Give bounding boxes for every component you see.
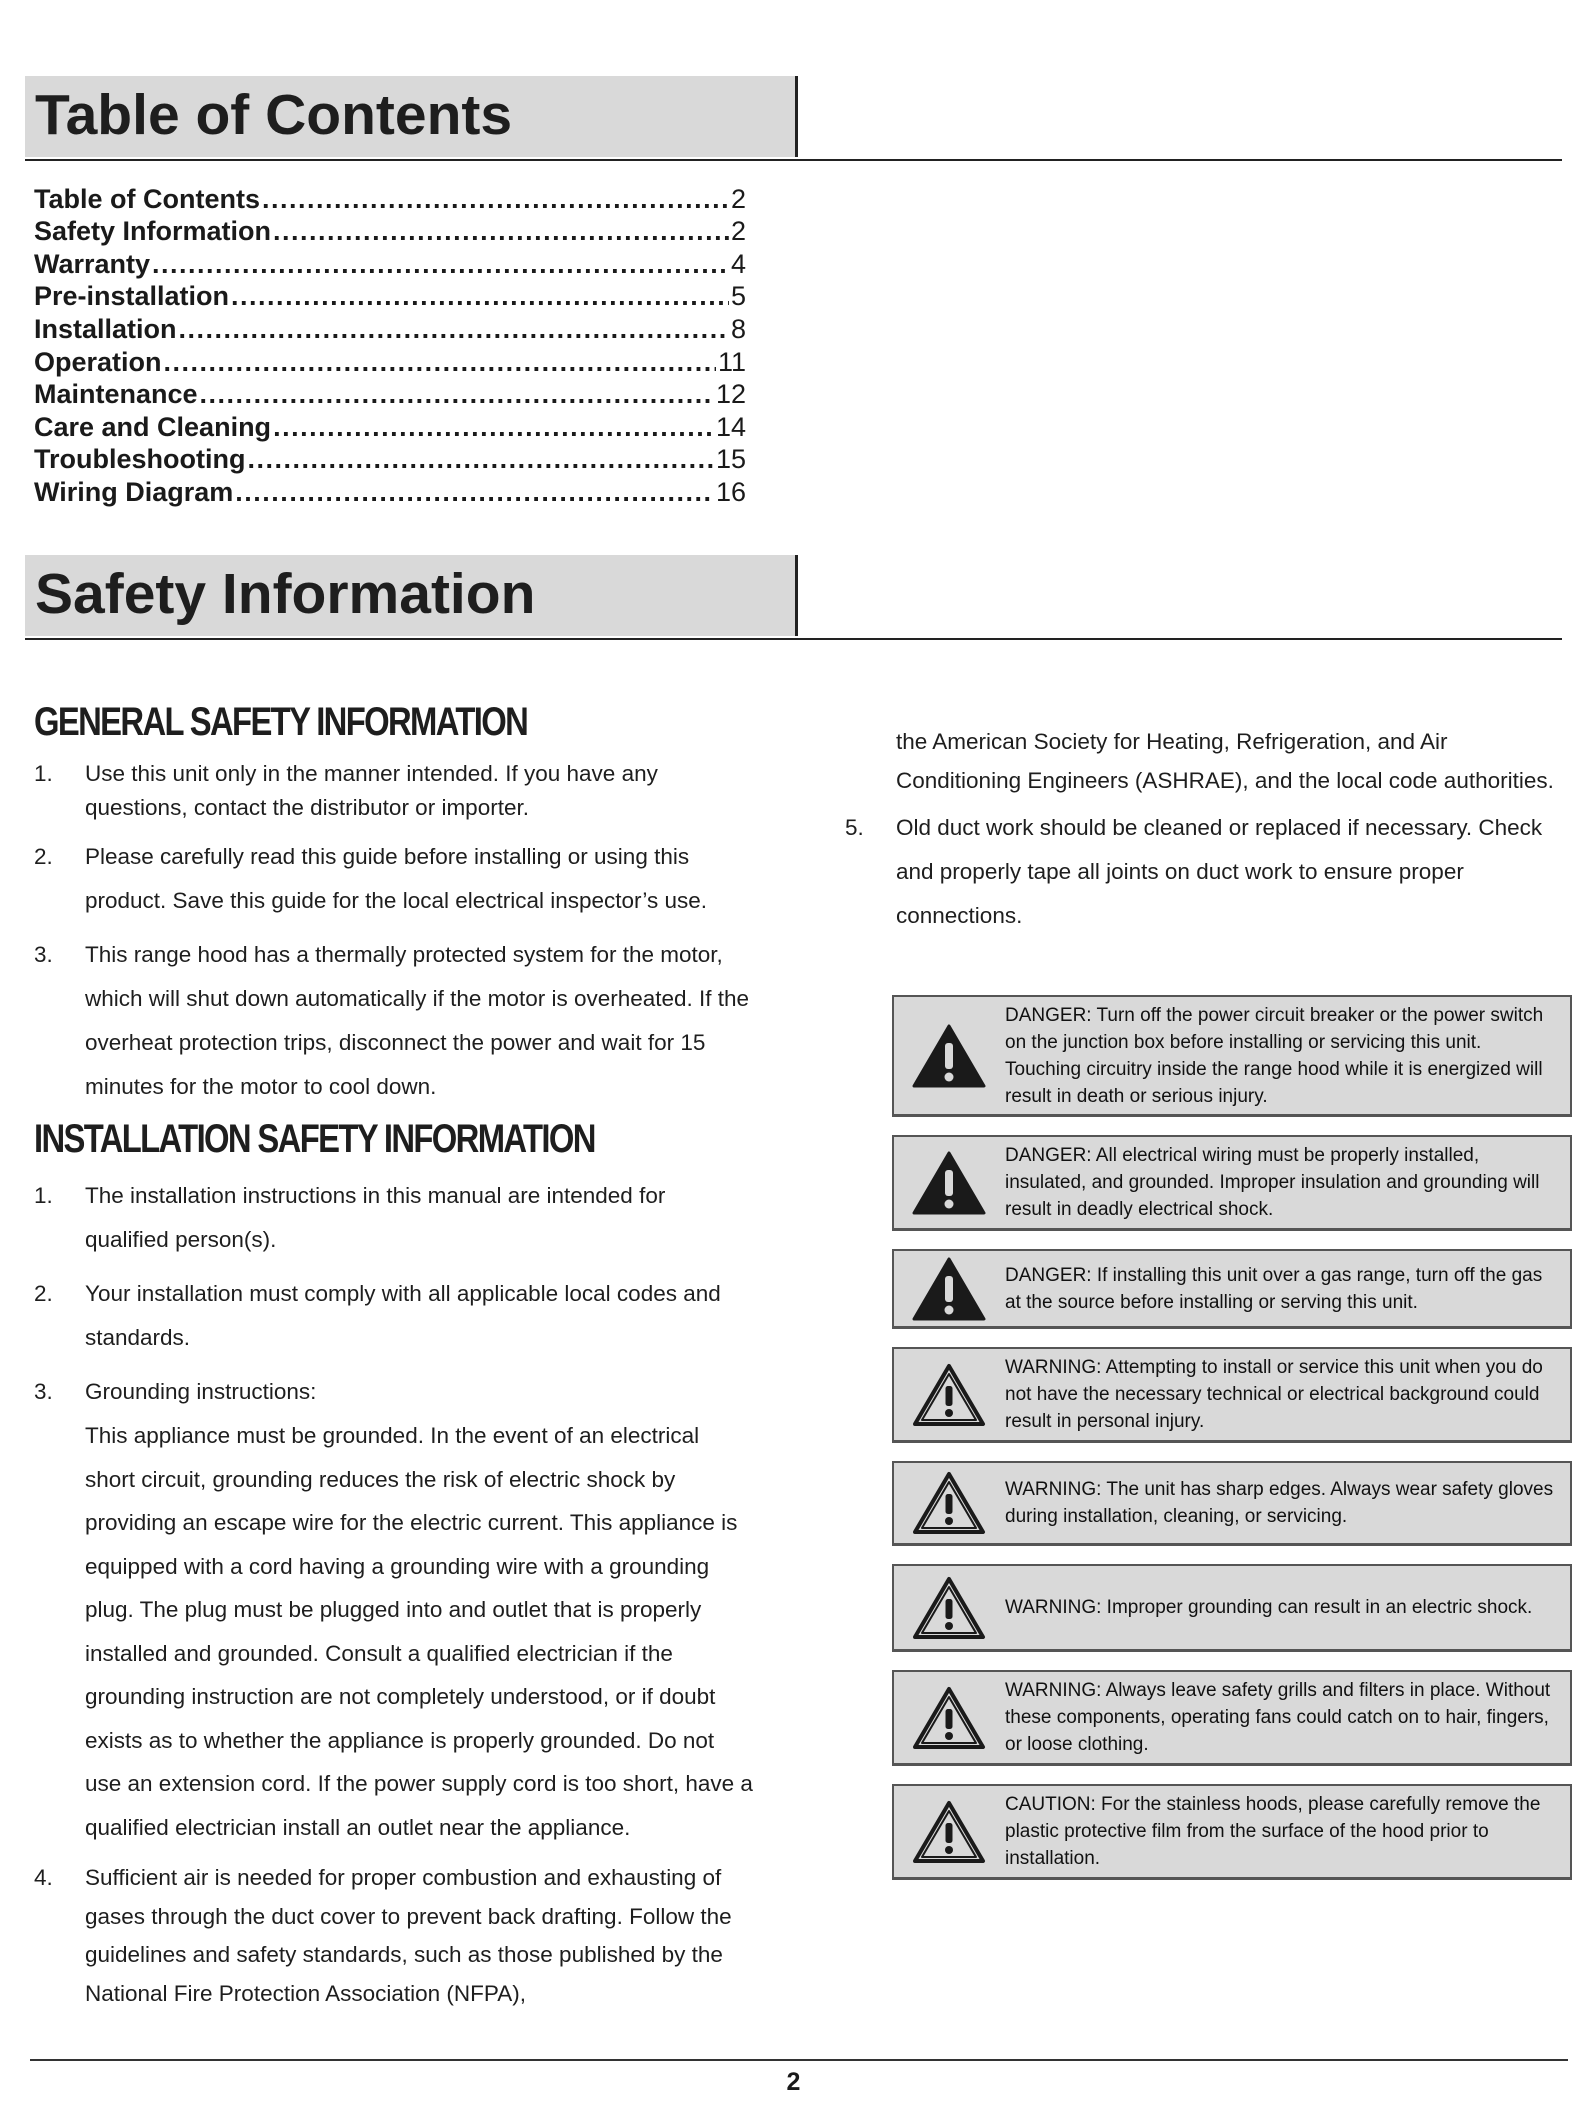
toc-entry-page: 11	[717, 346, 746, 377]
danger-alert	[892, 1135, 1572, 1231]
toc-entry[interactable]	[34, 247, 746, 280]
alert-text: WARNING: Always leave safety grills and filters in place. Without these components, operating fans could catch on to hair, fingers, or loose clothing.	[1005, 1680, 1551, 1755]
warning-alert	[892, 1461, 1572, 1546]
alert-text: DANGER: All electrical wiring must be properly installed, insulated, and grounded. Improper insulation and grounding will result in deadly electrical shock.	[1005, 1145, 1540, 1220]
toc-entry[interactable]	[34, 312, 746, 345]
toc-entry-title: Care and Cleaning	[34, 411, 272, 442]
item-number: 5.	[845, 815, 864, 840]
toc-leader-dots	[152, 248, 729, 280]
warning-alert	[892, 1564, 1572, 1652]
installation-safety-heading: INSTALLATION SAFETY INFORMATION	[34, 1117, 595, 1161]
list-item	[34, 933, 754, 1109]
item-text: The installation instructions in this manual are intended for qualified person(s).	[85, 1183, 666, 1252]
alert-text: WARNING: Improper grounding can result in an electric shock.	[1005, 1597, 1533, 1618]
item-text: Your installation must comply with all applicable local codes and standards.	[85, 1281, 721, 1350]
toc-banner-box	[25, 76, 798, 157]
item-text: Use this unit only in the manner intended. If you have any questions, contact the distributor or importer.	[85, 761, 658, 820]
toc-leader-dots	[273, 411, 714, 443]
toc-leader-dots	[235, 476, 714, 508]
toc-entry[interactable]	[34, 345, 746, 378]
toc-entry-title: Troubleshooting	[34, 444, 246, 475]
toc-entry-page: 5	[730, 281, 746, 312]
toc-entry-title: Safety Information	[34, 216, 272, 247]
toc-leader-dots	[273, 215, 729, 247]
safety-banner-box	[25, 555, 798, 636]
toc-entry-page: 4	[730, 248, 746, 279]
danger-alert	[892, 995, 1572, 1117]
table-of-contents	[34, 182, 746, 508]
toc-entry[interactable]	[34, 215, 746, 248]
item-number: 3.	[34, 1379, 53, 1404]
item-number: 2.	[34, 844, 53, 869]
toc-entry[interactable]	[34, 280, 746, 313]
toc-entry[interactable]	[34, 182, 746, 215]
right-column	[845, 722, 1565, 948]
warning-alert	[892, 1670, 1572, 1766]
alert-text: WARNING: The unit has sharp edges. Always wear safety gloves during installation, cleaning, or servicing.	[1005, 1479, 1554, 1527]
toc-leader-dots	[231, 280, 729, 312]
toc-leader-dots	[164, 346, 716, 378]
list-item	[34, 757, 754, 825]
toc-entry[interactable]	[34, 410, 746, 443]
alert-text: DANGER: Turn off the power circuit breaker or the power switch on the junction box before installing or servicing this unit. Touching circuitry inside the range hood while it is energized will result in death or serious injury.	[1005, 1004, 1544, 1107]
toc-entry-page: 8	[730, 313, 746, 344]
toc-entry-page: 2	[730, 183, 746, 214]
item-number: 1.	[34, 761, 53, 786]
item-text: Please carefully read this guide before installing or using this product. Save this guide for the local electrical inspector’s use.	[85, 844, 708, 913]
outline-warning-triangle-icon	[910, 1796, 988, 1868]
toc-heading: Table of Contents	[35, 83, 513, 147]
filled-warning-triangle-icon	[910, 1147, 988, 1219]
list-item	[34, 835, 754, 923]
toc-entry[interactable]	[34, 475, 746, 508]
warning-alert	[892, 1347, 1572, 1443]
footer-divider	[30, 2059, 1568, 2061]
alert-text: WARNING: Attempting to install or service this unit when you do not have the necessary technical or electrical background could result in personal injury.	[1005, 1357, 1543, 1432]
filled-warning-triangle-icon	[910, 1253, 988, 1325]
item-continued-text: the American Society for Heating, Refrigeration, and Air Conditioning Engineers (ASHRAE), and the local code authorities.	[896, 729, 1554, 793]
item-text: Old duct work should be cleaned or replaced if necessary. Check and properly tape all joints on duct work to ensure proper connections.	[896, 815, 1543, 928]
alert-text: CAUTION: For the stainless hoods, please carefully remove the plastic protective film from the surface of the hood prior to installation.	[1005, 1794, 1541, 1869]
list-item	[34, 1370, 754, 1849]
caution-alert	[892, 1784, 1572, 1880]
item-number: 3.	[34, 942, 53, 967]
item-number: 1.	[34, 1183, 53, 1208]
page-number: 2	[786, 2068, 801, 2096]
toc-entry-title: Table of Contents	[34, 183, 260, 214]
list-item	[845, 806, 1565, 938]
safety-heading: Safety Information	[35, 562, 536, 626]
list-item	[34, 1859, 754, 2013]
toc-entry-title: Pre-installation	[34, 281, 230, 312]
alert-text: DANGER: If installing this unit over a gas range, turn off the gas at the source before installing or serving this unit.	[1005, 1264, 1543, 1313]
toc-entry-title: Operation	[34, 346, 162, 377]
safety-banner	[25, 555, 1562, 640]
outline-warning-triangle-icon	[910, 1682, 988, 1754]
list-item	[34, 1272, 754, 1360]
item-text: Sufficient air is needed for proper combustion and exhausting of gases through the duct cover to prevent back drafting. Follow the guidelines and safety standards, such as those published by the National Fire Protection Association (NFPA),	[85, 1865, 732, 2006]
toc-entry-page: 16	[715, 476, 746, 507]
toc-entry-title: Installation	[34, 313, 177, 344]
toc-leader-dots	[262, 183, 729, 215]
toc-entry-page: 15	[715, 444, 746, 475]
item-text: Grounding instructions:	[85, 1379, 317, 1404]
toc-entry-page: 14	[715, 411, 746, 442]
toc-entry[interactable]	[34, 378, 746, 411]
toc-entry-title: Wiring Diagram	[34, 476, 234, 507]
item-number: 4.	[34, 1865, 53, 1890]
danger-alert	[892, 1249, 1572, 1329]
toc-entry-page: 12	[715, 379, 746, 410]
toc-entry[interactable]	[34, 443, 746, 476]
list-item	[34, 1174, 754, 1262]
outline-warning-triangle-icon	[910, 1467, 988, 1539]
item-number: 2.	[34, 1281, 53, 1306]
toc-entry-page: 2	[730, 216, 746, 247]
grounding-instructions-text: This appliance must be grounded. In the event of an electrical short circuit, grounding reduces the risk of electric shock by providing an escape wire for the electric current. This appliance is equipped with a cord having a grounding wire with a grounding plug. The plug must be plugged into and outlet that is properly installed and grounded. Consult a qualified electrician if the grounding instruction are not completely understood, or if doubt exists as to whether the appliance is properly grounded. Do not use an extension cord. If the power supply cord is too short, have a qualified electrician install an outlet near the appliance.	[85, 1423, 753, 1840]
toc-leader-dots	[247, 443, 713, 475]
item-text: This range hood has a thermally protected system for the motor, which will shut down automatically if the motor is overheated. If the overheat protection trips, disconnect the power and wait for 15 minutes for the motor to cool down.	[85, 942, 750, 1099]
alert-list	[892, 995, 1572, 1898]
toc-leader-dots	[179, 313, 729, 345]
toc-banner	[25, 76, 1562, 161]
left-column	[34, 700, 754, 2023]
general-safety-heading: GENERAL SAFETY INFORMATION	[34, 700, 528, 744]
outline-warning-triangle-icon	[910, 1572, 988, 1644]
filled-warning-triangle-icon	[910, 1020, 988, 1092]
toc-entry-title: Warranty	[34, 248, 151, 279]
toc-leader-dots	[200, 378, 714, 410]
toc-entry-title: Maintenance	[34, 379, 198, 410]
outline-warning-triangle-icon	[910, 1359, 988, 1431]
